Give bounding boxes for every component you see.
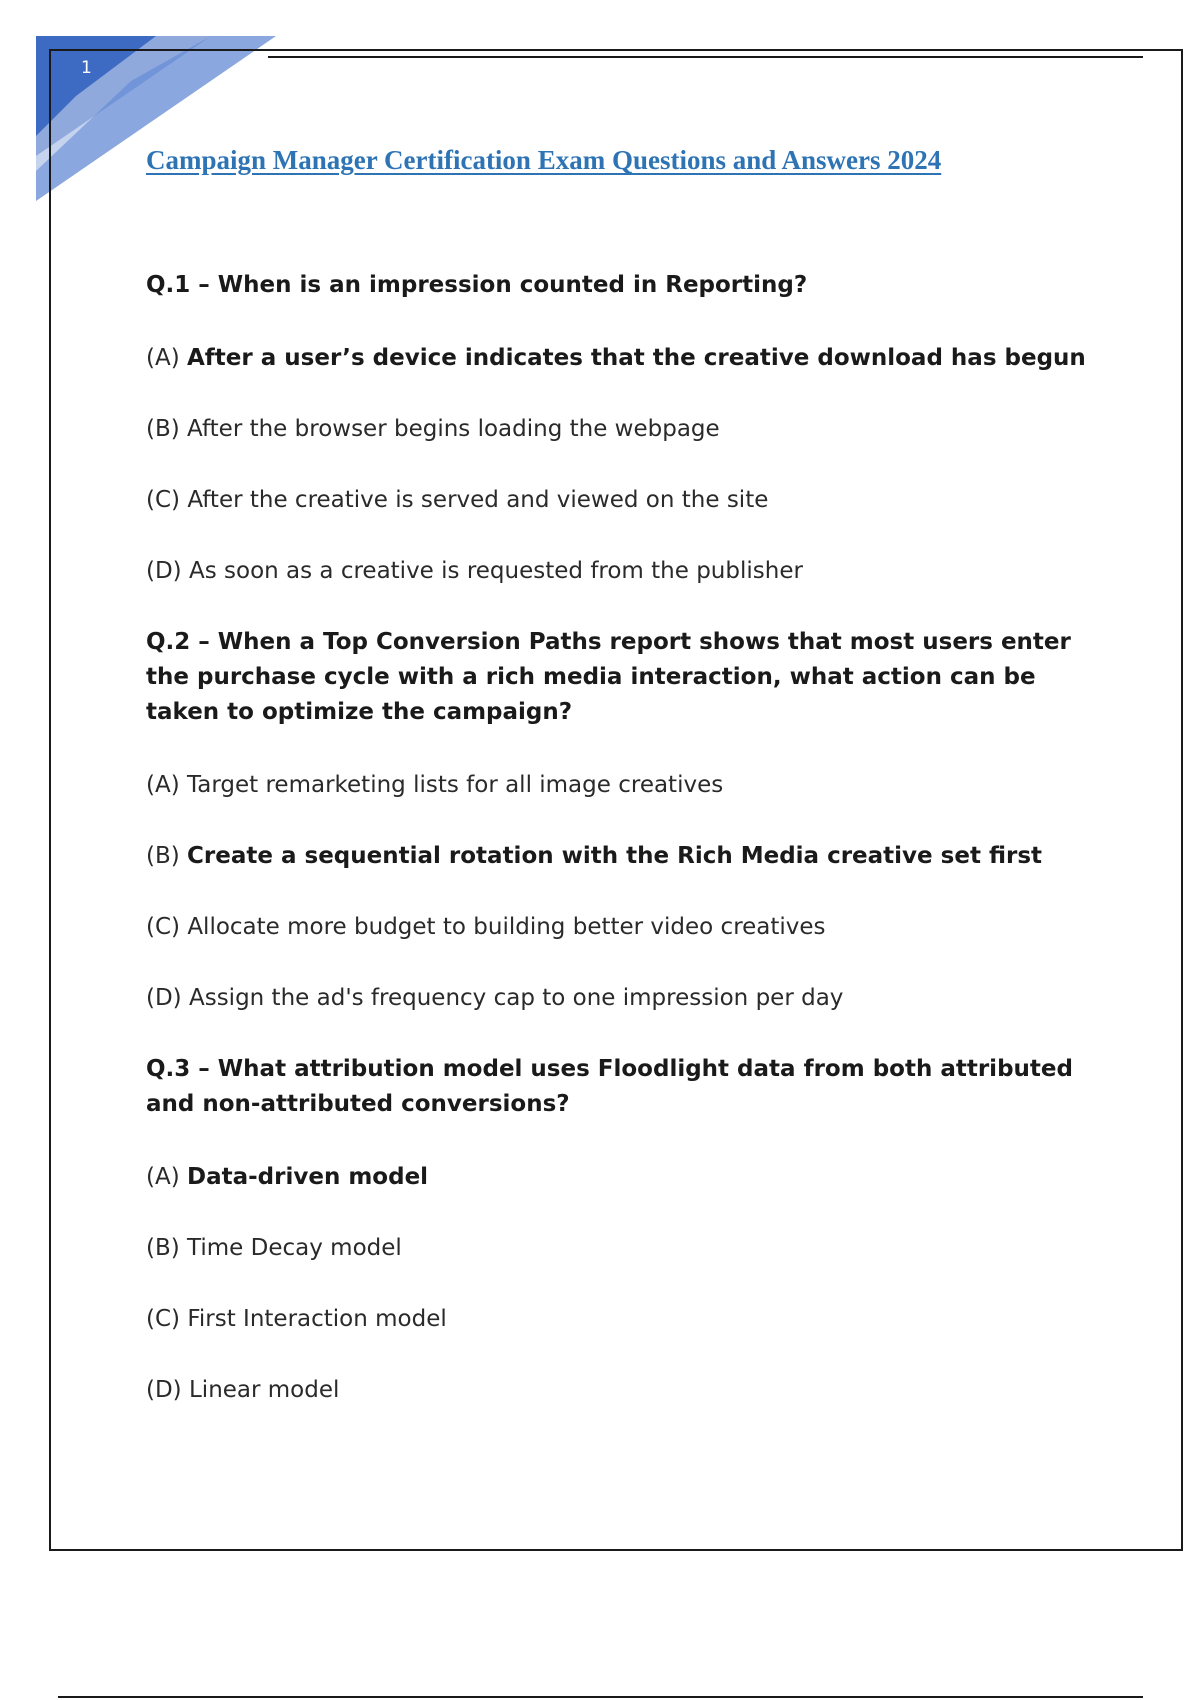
- option-letter: (A): [146, 772, 180, 798]
- answer-option-b: [146, 1231, 1096, 1266]
- question-block-2: [146, 625, 1096, 1016]
- answer-option-d: [146, 981, 1096, 1016]
- option-text-correct: Data-driven model: [187, 1164, 429, 1190]
- option-letter: (A): [146, 345, 180, 371]
- answer-option-c: [146, 910, 1096, 945]
- answer-option-a: [146, 341, 1096, 376]
- option-letter: (C): [146, 1306, 181, 1332]
- option-letter: (C): [146, 487, 181, 513]
- option-text: Assign the ad's frequency cap to one impression per day: [188, 985, 844, 1011]
- option-letter: (D): [146, 558, 182, 584]
- answer-option-b: [146, 412, 1096, 447]
- question-text: Q.2 – When a Top Conversion Paths report shows that most users enter the purchase cycle with a rich media interaction, what action can be taken to optimize the campaign?: [146, 629, 1071, 725]
- option-letter: (B): [146, 843, 180, 869]
- option-text: Linear model: [188, 1377, 340, 1403]
- option-letter: (B): [146, 1235, 180, 1261]
- answer-option-b: [146, 839, 1096, 874]
- document-title: Campaign Manager Certification Exam Questions and Answers 2024: [146, 145, 942, 175]
- answer-option-d: [146, 1373, 1096, 1408]
- footer-rule: [58, 1696, 1143, 1698]
- option-text: Target remarketing lists for all image creatives: [187, 772, 724, 798]
- answer-option-d: [146, 554, 1096, 589]
- option-letter: (B): [146, 416, 180, 442]
- option-text: First Interaction model: [187, 1306, 447, 1332]
- option-letter: (A): [146, 1164, 180, 1190]
- answer-option-c: [146, 483, 1096, 518]
- option-letter: (D): [146, 1377, 182, 1403]
- answer-option-a: [146, 768, 1096, 803]
- question-block-3: [146, 1052, 1096, 1408]
- option-text-correct: Create a sequential rotation with the Rich Media creative set first: [187, 843, 1043, 869]
- option-letter: (D): [146, 985, 182, 1011]
- page-number: 1: [81, 58, 92, 78]
- question-text: Q.3 – What attribution model uses Floodlight data from both attributed and non-attributed conversions?: [146, 1056, 1073, 1117]
- option-letter: (C): [146, 914, 181, 940]
- option-text: After the creative is served and viewed on the site: [187, 487, 769, 513]
- option-text: After the browser begins loading the webpage: [187, 416, 720, 442]
- option-text-correct: After a user’s device indicates that the creative download has begun: [187, 345, 1086, 371]
- header-rule: [268, 56, 1143, 58]
- option-text: Allocate more budget to building better video creatives: [187, 914, 826, 940]
- answer-option-c: [146, 1302, 1096, 1337]
- option-text: Time Decay model: [187, 1235, 402, 1261]
- question-text: Q.1 – When is an impression counted in Reporting?: [146, 272, 808, 298]
- option-text: As soon as a creative is requested from the publisher: [188, 558, 803, 584]
- question-block-1: [146, 268, 1096, 589]
- answer-option-a: [146, 1160, 1096, 1195]
